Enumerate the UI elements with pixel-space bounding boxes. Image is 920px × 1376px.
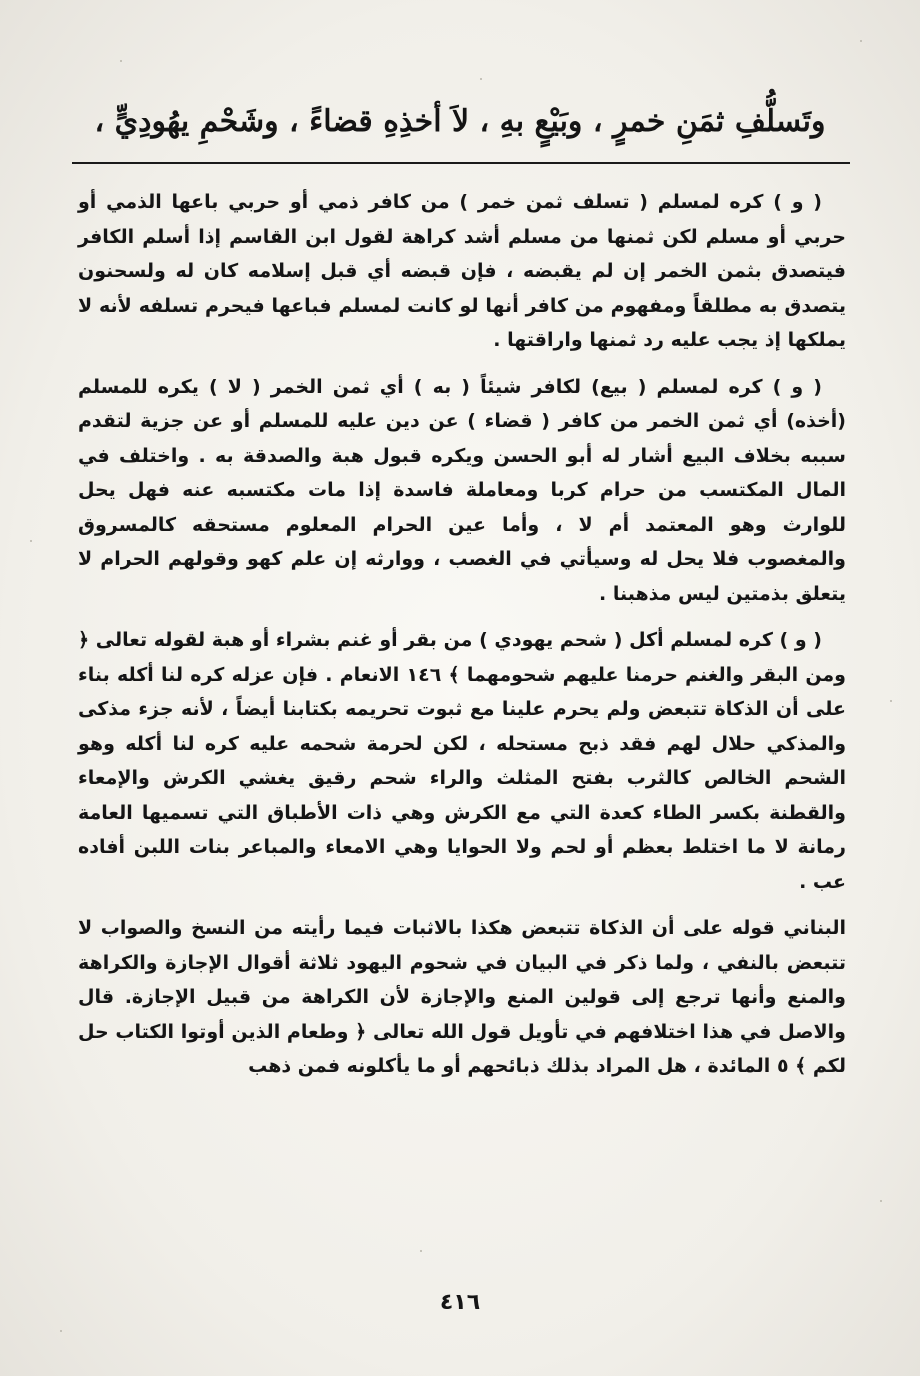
page-number: ٤١٦ (439, 1290, 481, 1315)
paragraph: ( و ) كره لمسلم أكل ( شحم يهودي ) من بقر أو غنم بشراء أو هبة لقوله تعالى ﴿ ومن البقر والغنم حرمنا عليهم شحومهما ﴾ ١٤٦ الانعام . فإن عزله كره لنا أكله بناء على أن الذكاة تتبعض ولم يحرم علينا مع ثبوت تحريمه بكتابنا أيضاً ، لأنه جزء مذكى والمذكي حلال لهم فقد ذبح مستحله ، لكن لحرمة شحمه عليه كره لنا أكله وهو الشحم الخالص كالثرب بفتح المثلث والراء شحم رقيق يغشي الكرش والإمعاء والقطنة بكسر الطاء كعدة التي مع الكرش وهي ذات الأطباق التي تسميها العامة رمانة لا ما اختلط بعظم أو لحم ولا الحوايا وهي الامعاء والمباعر بنات اللبن أفاده عب . (78, 629, 846, 893)
paper-speck (420, 1250, 422, 1252)
paper-speck (880, 1200, 882, 1202)
paper-speck (890, 700, 892, 702)
paragraph: ( و ) كره لمسلم ( تسلف ثمن خمر ) من كافر ذمي أو حربي باعها الذمي أو حربي أو مسلم لكن ثمنها من مسلم أشد كراهة لقول ابن القاسم إذا أسلم الكافر فيتصدق بثمن الخمر إن لم يقبضه ، فإن قبضه أي قبل إسلامه كان له ولسحنون يتصدق به مطلقاً ومفهوم من كافر أنها لو كانت لمسلم فباعها فيحرم تسلفه لأنه لا يملكها إذ يجب عليه رد ثمنها واراقتها . (78, 191, 846, 351)
heading-divider (72, 162, 850, 164)
paper-speck (30, 540, 32, 542)
paper-speck (120, 60, 122, 62)
commentary-body (78, 185, 846, 1096)
paper-speck (860, 40, 862, 42)
verse-heading: وتَسلُّفِ ثمَنِ خمرٍ ، وبَيْعٍ بهِ ، لاَ أخذِهِ قضاءً ، وشَحْمِ يهُودِيٍّ ، (94, 104, 826, 139)
paragraph: ( و ) كره لمسلم ( بيع) لكافر شيئاً ( به ) أي ثمن الخمر ( لا ) يكره للمسلم (أخذه) أي ثمن الخمر من كافر ( قضاء ) عن دين عليه للمسلم أو عن جزية لتقدم سببه بخلاف البيع أشار له أبو الحسن ويكره قبول هبة والصدقة به . واختلف في المال المكتسب من حرام كربا ومعاملة فاسدة إذا مات مكتسبه عنه فهل يحل للوارث وهو المعتمد أم لا ، وأما عين الحرام المعلوم مستحقه كالمسروق والمغصوب فلا يحل له وسيأتي في الغصب ، ووارثه إن علم كهو وقولهم الحرام لا يتعلق بذمتين ليس مذهبنا . (78, 375, 846, 605)
paper-speck (480, 78, 482, 80)
paragraph: البناني قوله على أن الذكاة تتبعض هكذا بالاثبات فيما رأيته من النسخ والصواب لا تتبعض بالنفي ، ولما ذكر في البيان في شحوم اليهود ثلاثة أقوال الإجازة والكراهة والمنع وأنها ترجع إلى قولين المنع والإجازة لأن الكراهة من قبيل الإجازة. قال والاصل في هذا اختلافهم في تأويل قول الله تعالى ﴿ وطعام الذين أوتوا الكتاب حل لكم ﴾ ٥ المائدة ، هل المراد بذلك ذبائحهم أو ما يأكلونه فمن ذهب (78, 917, 846, 1077)
paper-speck (60, 1330, 62, 1332)
